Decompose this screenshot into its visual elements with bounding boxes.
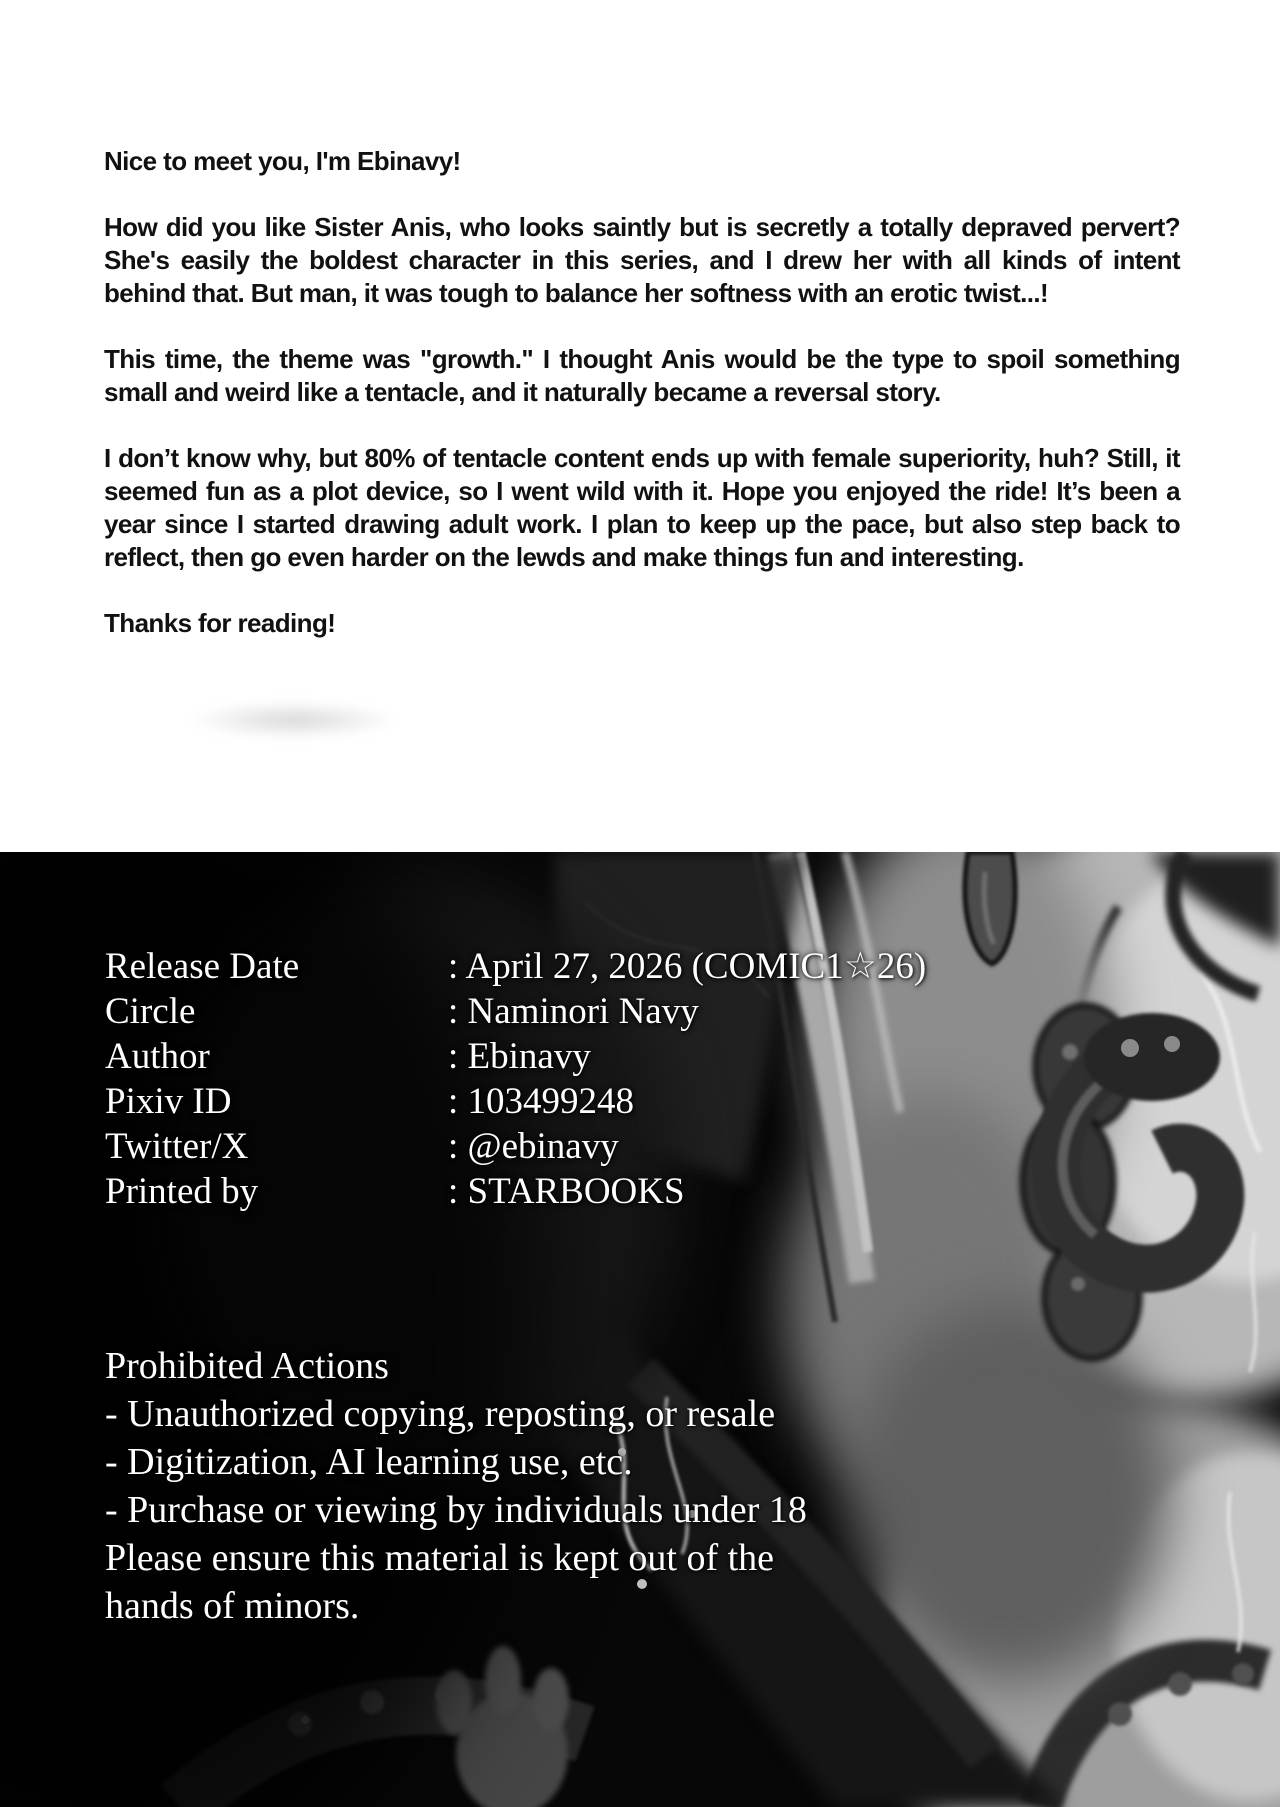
prohibited-line: Please ensure this material is kept out of the (105, 1537, 775, 1579)
prohibited-line: - Digitization, AI learning use, etc. (105, 1441, 633, 1483)
info-value: : STARBOOKS (448, 1171, 685, 1212)
thanks-text: Thanks for reading! (104, 608, 336, 638)
colophon-section (0, 852, 1280, 1807)
afterword-paragraph-3: I don’t know why, but 80% of tentacle content ends up with female superiority, huh? Still, it seemed fun as a plot device, so I went wild with it. Hope you enjoyed the ride! It’s been a year since I started drawing adult work. I plan to keep up the pace, but also step back to reflect, then go even harder on the lewds and make things fun and interesting. (104, 443, 1180, 572)
info-row-circle (105, 989, 926, 1034)
info-value: : 103499248 (448, 1081, 635, 1122)
info-value: : Naminori Navy (448, 991, 699, 1032)
afterword-section (0, 0, 1280, 852)
info-row-twitter (105, 1124, 926, 1169)
info-value: : @ebinavy (448, 1126, 619, 1167)
prohibited-title: Prohibited Actions (105, 1345, 389, 1387)
info-label: Circle (105, 991, 196, 1032)
prohibited-line: - Unauthorized copying, reposting, or resale (105, 1393, 776, 1435)
info-label: Pixiv ID (105, 1081, 232, 1122)
afterword-paragraph-2: This time, the theme was "growth." I thought Anis would be the type to spoil something small and weird like a tentacle, and it naturally became a reversal story. (104, 344, 1180, 407)
prohibited-line: hands of minors. (105, 1585, 360, 1627)
prohibited-actions-block (105, 1342, 807, 1630)
info-label: Author (105, 1036, 210, 1077)
info-label: Release Date (105, 946, 300, 987)
info-row-pixiv-id (105, 1079, 926, 1124)
info-row-printed-by (105, 1169, 926, 1214)
info-value: : April 27, 2026 (COMIC1☆26) (448, 946, 927, 987)
afterword-paragraph-1: How did you like Sister Anis, who looks saintly but is secretly a totally depraved pervert? She's easily the boldest character in this series, and I drew her with all kinds of intent behind that. But man, it was tough to balance her softness with an erotic twist...! (104, 212, 1180, 308)
release-info-table (105, 944, 926, 1214)
colophon-content (0, 852, 1280, 1807)
info-label: Printed by (105, 1171, 259, 1212)
greeting-text: Nice to meet you, I'm Ebinavy! (104, 146, 461, 176)
page-scan-smudge (148, 694, 438, 746)
info-row-author (105, 1034, 926, 1079)
info-label: Twitter/X (105, 1126, 249, 1167)
prohibited-line: - Purchase or viewing by individuals under 18 (105, 1489, 807, 1531)
info-row-release-date (105, 944, 926, 989)
info-value: : Ebinavy (448, 1036, 591, 1077)
